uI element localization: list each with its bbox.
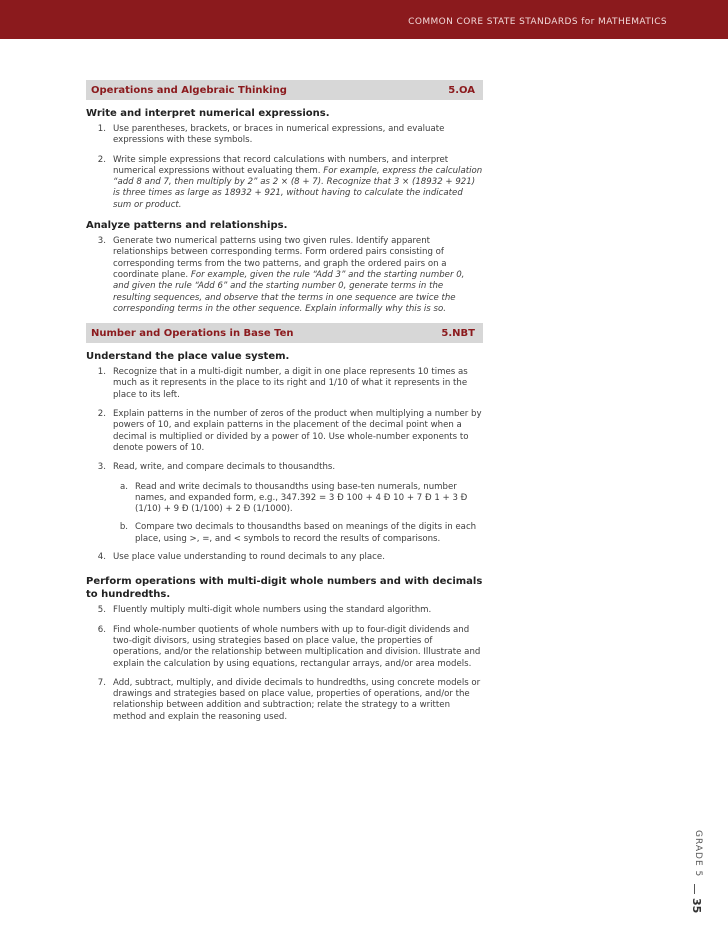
- standard-text: Read, write, and compare decimals to thousandths.: [113, 462, 336, 473]
- page-number: 35: [690, 898, 703, 914]
- domain-code: 5.OA: [448, 84, 475, 96]
- substandard: [86, 522, 483, 545]
- standard: [86, 155, 483, 211]
- standard-number: 1.: [97, 367, 106, 378]
- cluster-title: Understand the place value system.: [86, 351, 290, 363]
- standard-number: 1.: [97, 124, 106, 134]
- domain-name: Number and Operations in Base Ten: [91, 327, 294, 339]
- domain-name: Operations and Algebraic Thinking: [91, 84, 287, 96]
- standard-example: For example, given the rule “Add 3” and the starting number 0, and given the rule “Add 6” and the starting number 0, generate terms in the resulting sequences, and observe that the terms in one sequence are twice the corresponding terms in the other sequence. Explain informally why this is so.: [113, 269, 465, 314]
- standard: [86, 367, 483, 401]
- standard-body: Write simple expressions that record calculations with numbers, and interpret numerical expressions without evaluating them.: [113, 154, 449, 176]
- standard-number: 4.: [97, 552, 106, 563]
- standard-text: Use place value understanding to round decimals to any place.: [113, 552, 385, 563]
- header-bar: [0, 0, 728, 39]
- standard-number: 6.: [97, 624, 106, 635]
- standard: [86, 462, 483, 473]
- standard: [86, 678, 483, 723]
- substandard-letter: b.: [119, 522, 128, 533]
- standard-body: Generate two numerical patterns using two given rules. Identify apparent relationships between corresponding terms. Form ordered pairs consisting of corresponding terms from the two patterns, and graph the ordered pairs on a coordinate plane.: [113, 236, 447, 280]
- standard-number: 5.: [97, 605, 106, 616]
- standard-text: [113, 155, 483, 211]
- standard-number: 3.: [97, 236, 106, 247]
- standard: [86, 409, 483, 454]
- standard-text: Use parentheses, brackets, or braces in numerical expressions, and evaluate expressions with these symbols.: [113, 124, 445, 146]
- standard-text: Add, subtract, multiply, and divide decimals to hundredths, using concrete models or drawings and strategies based on place value, properties of operations, and/or the relationship between addition and subtraction; relate the strategy to a written method and explain the reasoning used.: [113, 677, 481, 722]
- standard-number: 2.: [97, 409, 106, 420]
- cluster-title: Analyze patterns and relationships.: [86, 220, 288, 232]
- standard: [86, 124, 483, 147]
- footer-separator: [694, 884, 695, 894]
- standard-number: 3.: [97, 462, 106, 473]
- standard-number: 2.: [97, 154, 106, 165]
- standard-text: Find whole-number quotients of whole numbers with up to four-digit dividends and two-digit divisors, using strategies based on place value, the properties of operations, and/or the relationship between multiplication and division. Illustrate and explain the calculation by using equations, rectangular arrays, and/or area models.: [113, 624, 481, 669]
- cluster: [86, 575, 483, 723]
- cluster-title: Write and interpret numerical expressions.: [86, 108, 330, 119]
- substandard-letter: a.: [120, 481, 128, 492]
- cluster: [86, 350, 483, 563]
- standard-text: [113, 236, 483, 315]
- cluster-title: Perform operations with multi-digit whole numbers and with decimals to hundredths.: [86, 576, 483, 601]
- substandard-text: Read and write decimals to thousandths using base-ten numerals, number names, and expanded form, e.g., 347.392 = 3 Ð 100 + 4 Ð 10 + 7 Ð 1 + 3 Ð (1/10) + 9 Ð (1/100) + 2 Ð (1/1000).: [135, 481, 468, 515]
- standard-text: Recognize that in a multi-digit number, a digit in one place represents 10 times as much as it represents in the place to its right and 1/10 of what it represents in the place to its left.: [113, 367, 468, 400]
- standard-number: 7.: [97, 677, 106, 688]
- cluster: [86, 107, 483, 211]
- standard-text: Explain patterns in the number of zeros of the product when multiplying a number by powers of 10, and explain patterns in the placement of the decimal point when a decimal is multiplied or divided by a power of 10. Use whole-number exponents to denote powers of 10.: [113, 409, 482, 453]
- standards-content: [86, 80, 483, 731]
- domain-code: 5.NBT: [441, 327, 475, 339]
- header-title: COMMON CORE STATE STANDARDS for MATHEMATICS: [408, 17, 667, 27]
- standard-example: For example, express the calculation “add 8 and 7, then multiply by 2” as 2 × (8 + 7). Recognize that 3 × (18932 + 921) is three times as large as 18932 + 921, without having to calculate the indicated sum or product.: [113, 165, 483, 210]
- substandard-text: Compare two decimals to thousandths based on meanings of the digits in each place, using >, =, and < symbols to record the results of comparisons.: [135, 522, 477, 544]
- page-footer: [689, 830, 703, 914]
- domain-header-oa: [86, 80, 483, 100]
- standard: [86, 625, 483, 670]
- standard: [86, 552, 483, 563]
- standard: [86, 605, 483, 616]
- cluster: [86, 219, 483, 315]
- standard: [86, 236, 483, 315]
- grade-label: GRADE 5: [693, 830, 703, 878]
- substandard: [86, 482, 483, 516]
- domain-header-nbt: [86, 323, 483, 343]
- standard-text: Fluently multiply multi-digit whole numbers using the standard algorithm.: [113, 605, 432, 616]
